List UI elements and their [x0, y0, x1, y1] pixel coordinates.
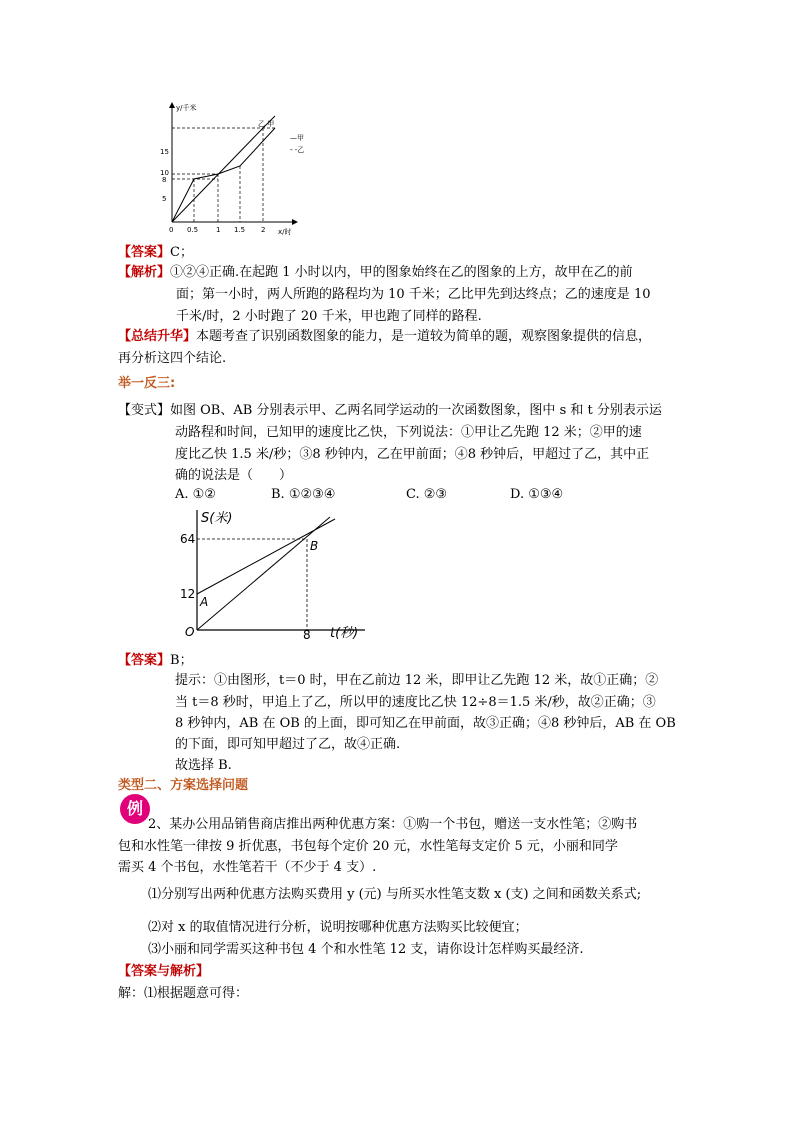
- graph1-ytick-15: 15: [160, 148, 169, 156]
- graph1-legend-jia: —甲: [290, 134, 304, 142]
- graph1-xtick-1: 1: [216, 226, 221, 234]
- variant-line-2: 动路程和时间，已知甲的速度比乙快，下列说法：①甲让乙先跑 12 米；②甲的速: [175, 425, 642, 440]
- summary-tag: 【总结升华】: [118, 329, 197, 344]
- variant: [118, 401, 662, 420]
- variant-line-1: 如图 OB、AB 分别表示甲、乙两名同学运动的一次函数图象，图中 s 和 t 分别表示运: [170, 403, 662, 418]
- analysis-line-1: ①②④正确.在起跑 1 小时以内，甲的图象始终在乙的图象的上方，故甲在乙的前: [170, 265, 633, 280]
- graph1-ytick-5: 5: [162, 195, 167, 203]
- problem2-line-3: 需买 4 个书包，水性笔若干（不少于 4 支）.: [118, 860, 377, 875]
- solution-start: 解：⑴根据题意可得：: [118, 986, 249, 1001]
- answer2-line-4: 的下面，即可知甲超过了乙，故④正确.: [175, 737, 401, 752]
- graph1-legend-yi: - -乙: [290, 146, 305, 154]
- graph1-xtick-0.5: 0.5: [187, 226, 199, 234]
- graph2-ytick-64: 64: [180, 532, 196, 546]
- graph1-ytick-8: 8: [162, 176, 167, 184]
- graph2-y-label: S(米): [201, 511, 233, 526]
- graph1-xtick-0: 0: [169, 226, 174, 234]
- line-ab: [197, 519, 335, 594]
- summary-line-2: 再分析这四个结论.: [118, 351, 227, 366]
- variant-line-3: 度比乙快 1.5 米/秒；③8 秒钟内，乙在甲前面；④8 秒钟后，甲超过了乙，其中正: [175, 447, 650, 462]
- graph1-xtick-2: 2: [261, 226, 266, 234]
- answer2-text: B；: [170, 653, 193, 668]
- problem2-sub-3: ⑶小丽和同学需买这种书包 4 个和水性笔 12 支，请你设计怎样购买最经济.: [148, 942, 584, 957]
- graph-2: [170, 505, 380, 645]
- answer2-line-1: 提示：①由图形，t＝0 时，甲在乙前边 12 米，即甲让乙先跑 12 米，故①正确；②: [175, 673, 659, 688]
- graph2-point-a: A: [200, 595, 209, 609]
- line-ob: [197, 517, 330, 630]
- variant-line-4: 确的说法是（ ）: [175, 468, 293, 483]
- answer2-line-2: 当 t＝8 秒时，甲追上了乙，所以甲的速度比乙快 12÷8＝1.5 米/秒，故②正确；③: [175, 695, 656, 710]
- option-b: B. ①②③④: [271, 487, 336, 502]
- answer2-line-5: 故选择 B.: [175, 758, 232, 773]
- problem2-line-2: 包和水性笔一律按 9 折优惠，书包每个定价 20 元，水性笔每支定价 5 元，小丽和同学: [118, 839, 618, 854]
- graph-1: [160, 100, 310, 240]
- answer2-line-3: 8 秒钟内，AB 在 OB 的上面，即可知乙在甲前面，故③正确；④8 秒钟后，AB 在 OB: [175, 716, 676, 731]
- problem2-sub-1: ⑴分别写出两种优惠方法购买费用 y (元) 与所买水性笔支数 x (支) 之间和函数关系式;: [148, 887, 642, 902]
- option-a: A. ①②: [175, 487, 216, 502]
- graph2-xtick-8: 8: [303, 628, 311, 642]
- graph2-x-label: t(秒): [330, 626, 359, 641]
- answer-analysis-tag: 【答案与解析】: [118, 964, 210, 979]
- graph1-ytick-10: 10: [160, 169, 169, 177]
- variant-tag: 【变式】: [118, 403, 171, 418]
- graph1-xtick-1.5: 1.5: [234, 226, 246, 234]
- answer2-tag: 【答案】: [118, 653, 171, 668]
- graph1-x-label: x/时: [278, 228, 292, 236]
- heading-juyifansan: 举一反三:: [118, 376, 176, 391]
- problem2-line-1: 2、某办公用品销售商店推出两种优惠方案：①购一个书包，赠送一支水性笔；②购书: [148, 817, 638, 832]
- summary-line-1: 本题考查了识别函数图象的能力，是一道较为简单的题，观察图象提供的信息，: [196, 329, 652, 344]
- analysis-line-3: 千米/时，2 小时跑了 20 千米，甲也跑了同样的路程.: [176, 309, 482, 324]
- answer-2: [118, 651, 193, 670]
- answer-tag: 【答案】: [118, 245, 171, 260]
- answer-text: C；: [170, 245, 193, 260]
- graph1-y-label: y/千米: [176, 104, 197, 112]
- analysis-1: [118, 263, 633, 282]
- graph1-line-labels: 乙 甲: [258, 120, 275, 128]
- answer-1: [118, 243, 193, 262]
- option-d: D. ①③④: [510, 487, 564, 502]
- type2-heading: 类型二、方案选择问题: [118, 778, 249, 793]
- graph2-point-b: B: [310, 539, 319, 553]
- problem2-sub-2: ⑵对 x 的取值情况进行分析，说明按哪种优惠方法购买比较便宜；: [148, 920, 528, 935]
- example-badge: 例: [120, 794, 150, 824]
- graph2-ytick-12: 12: [180, 587, 196, 601]
- analysis-tag: 【解析】: [118, 265, 171, 280]
- option-c: C. ②③: [406, 487, 448, 502]
- graph2-origin: O: [185, 625, 195, 639]
- analysis-line-2: 面；第一小时，两人所跑的路程均为 10 千米；乙比甲先到达终点；乙的速度是 10: [176, 287, 651, 302]
- summary-1: [118, 327, 651, 346]
